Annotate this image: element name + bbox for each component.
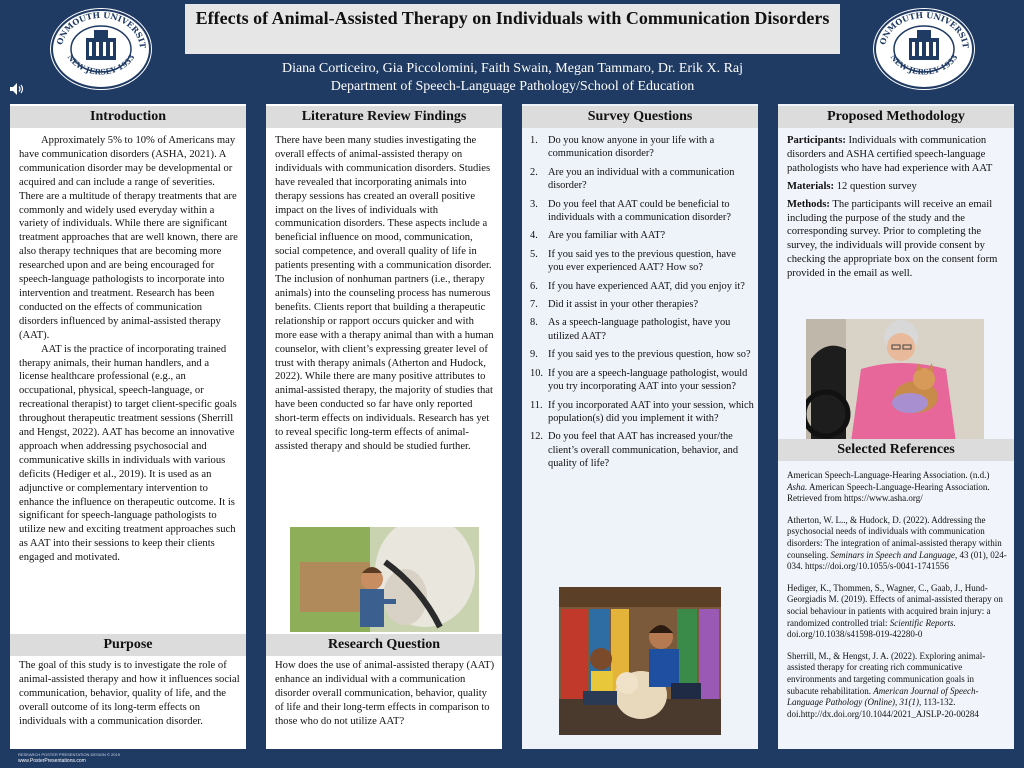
question-text: Do you feel that AAT could be beneficial to individuals with a communication disorder?	[548, 198, 731, 224]
question-text: If you incorporated AAT into your session, which population(s) did you implement it with?	[548, 399, 754, 424]
survey-heading: Survey Questions	[522, 106, 758, 128]
reference-text: 43 (01), 024-034. https://doi.org/10.1055/s-0041-1741556	[787, 549, 1007, 572]
question-number: 11.	[530, 399, 543, 411]
reference-italic: American Journal of Speech-Language Pathology (Online), 31(1),	[787, 685, 979, 708]
survey-question-list	[530, 134, 754, 476]
introduction-body	[19, 134, 241, 565]
materials-paragraph	[787, 180, 1007, 194]
question-text: Are you an individual with a communication disorder?	[548, 166, 735, 192]
reference-italic: Asha.	[787, 481, 808, 492]
question-text: As a speech-language pathologist, have you utilized AAT?	[548, 317, 731, 342]
author-block	[185, 60, 840, 96]
methodology-heading: Proposed Methodology	[778, 106, 1014, 128]
reference-item	[787, 651, 1007, 721]
survey-question	[530, 298, 754, 311]
survey-question	[530, 198, 754, 225]
reference-item	[787, 583, 1007, 641]
materials-label: Materials:	[787, 180, 835, 192]
purpose-body: The goal of this study is to investigate the role of animal-assisted therapy and how it influences social communication, behavior, quality of life, and the overall outcome of its long-term effects on individuals with a communication disorder.	[19, 660, 240, 727]
question-text: Did it assist in your other therapies?	[548, 299, 699, 311]
footer-note: RESEARCH POSTER PRESENTATION DESIGN © 2019	[18, 752, 120, 757]
reference-item	[787, 470, 1007, 505]
question-number: 7.	[530, 299, 538, 311]
survey-question	[530, 348, 754, 361]
university-seal-left	[50, 8, 152, 90]
poster-title: Effects of Animal-Assisted Therapy on Individuals with Communication Disorders	[195, 8, 830, 28]
question-number: 10.	[530, 367, 543, 379]
seal-bottom-text: NEW JERSEY 1933	[65, 52, 137, 77]
methods-text: The participants will receive an email including the purpose of the study and the corresponding survey. Prior to completing the survey, the individuals will provide consent by checking the appropriate box on the consent form provided in the email as well.	[787, 198, 998, 280]
methodology-body	[787, 134, 1007, 281]
survey-question	[530, 316, 754, 343]
seal-bottom-text: NEW JERSEY 1933	[888, 52, 960, 77]
reference-italic: Scientific Reports.	[889, 617, 956, 628]
seal-top-text: ONMOUTH UNIVERSIT	[54, 9, 149, 49]
survey-question	[530, 399, 754, 426]
question-number: 8.	[530, 317, 538, 329]
authors-line: Diana Corticeiro, Gia Piccolomini, Faith Swain, Megan Tammaro, Dr. Erik X. Raj	[281, 61, 744, 76]
speaker-icon[interactable]	[9, 82, 25, 99]
literature-heading: Literature Review Findings	[266, 106, 502, 128]
materials-text: 12 question survey	[834, 180, 917, 192]
reference-italic: Seminars in Speech and Language,	[830, 549, 958, 560]
question-text: Are you familiar with AAT?	[548, 230, 666, 242]
question-number: 12.	[530, 431, 543, 443]
survey-question	[530, 367, 754, 394]
question-text: If you said yes to the previous question, have you ever experienced AAT? How so?	[548, 248, 736, 274]
reference-item	[787, 515, 1007, 573]
university-seal-right	[873, 8, 975, 90]
purpose-heading: Purpose	[10, 634, 246, 656]
methods-paragraph	[787, 198, 1007, 281]
seal-top-text: ONMOUTH UNIVERSIT	[877, 9, 972, 49]
question-number: 6.	[530, 280, 538, 292]
research-question-heading: Research Question	[266, 634, 502, 656]
survey-question	[530, 430, 754, 470]
column-literature	[266, 104, 502, 749]
research-question-body: How does the use of animal-assisted therapy (AAT) enhance an individual with a communication disorder overall communication, behavior, quality of life and their long-term effects in comparison to those who do not utilize AAT?	[275, 660, 495, 727]
column-introduction	[10, 104, 246, 749]
child-reading-with-dog-photo	[559, 587, 721, 735]
survey-question	[530, 248, 754, 275]
question-text: If you have experienced AAT, did you enjoy it?	[548, 280, 745, 292]
survey-question	[530, 166, 754, 193]
question-number: 3.	[530, 198, 538, 210]
methods-label: Methods:	[787, 198, 830, 210]
question-number: 9.	[530, 349, 538, 361]
reference-text: American Speech-Language-Hearing Association. Retrieved from https://www.asha.org/	[787, 481, 990, 504]
introduction-paragraph: Approximately 5% to 10% of Americans may have communication disorders (ASHA, 2021). A communication disorder may be developmental or acquired and can include a range of severities. There are a multitude of therapy treatments that are commonly and widely used everyday within a variety of individuals. While there are significant treatment approaches that are well known, there are also therapy techniques that are becoming more researched upon and are being encouraged for speech-language pathologists to incorporate into intervention and treatment. Research has been conducted on the effects of communication disorders influenced by animal-assisted therapy (AAT).	[19, 135, 238, 341]
column-methodology	[778, 104, 1014, 749]
survey-question	[530, 229, 754, 242]
woman-with-cat-photo	[806, 319, 984, 442]
footer-link[interactable]: www.PosterPresentations.com	[18, 758, 86, 764]
introduction-paragraph: AAT is the practice of incorporating trained therapy animals, their human handlers, and a license healthcare professional (e.g., an occupational, physical, speech-language, or recreational therapist) to target client-specific goals throughout therapeutic treatment sessions (Sherrill and Hengst, 2022). AAT has become an innovative approach when addressing psychosocial and communicative skills in individuals with various deficits (Hediger et al., 2019). It is used as an adjunctive or complementary intervention to enhance the influence on therapeutic outcome. It is significant for speech-language pathologists to utilize new and exciting treatment approaches such as AAT into their sessions to keep their clients engaged and motivated.	[19, 343, 237, 564]
reference-text: Hediger, K., Thommen, S., Wagner, C., Gaab, J., Hund-Georgiadis M. (2019). Effects of animal-assisted therapy on social behaviour in patients with acquired brain injury: a randomized controlled trial:	[787, 582, 1003, 628]
references-list	[787, 470, 1007, 730]
question-text: If you are a speech-language pathologist, would you try incorporating AAT into your session?	[548, 367, 748, 393]
participants-text: Individuals with communication disorders and ASHA certified speech-language pathologists who have had experience with AAT	[787, 135, 993, 174]
department-line: Department of Speech-Language Pathology/School of Education	[330, 79, 695, 94]
poster-title-box	[185, 4, 840, 54]
question-text: If you said yes to the previous question, how so?	[548, 349, 751, 361]
participants-label: Participants:	[787, 135, 846, 146]
reference-text: doi.org/10.1038/s41598-019-42280-0	[787, 629, 923, 640]
survey-question	[530, 134, 754, 161]
question-text: Do you know anyone in your life with a communication disorder?	[548, 135, 715, 160]
reference-text: Sherrill, M., & Hengst, J. A. (2022). Exploring animal-assisted therapy for creating rich communicative environments and targeting communication goals in subacute rehabilitation.	[787, 650, 986, 696]
question-number: 5.	[530, 248, 538, 260]
reference-text: 113-132. doi.http://dx.doi.org/10.1044/2021_AJSLP-20-00284	[787, 697, 979, 719]
survey-question	[530, 280, 754, 293]
participants-paragraph	[787, 134, 1007, 176]
question-text: Do you feel that AAT has increased your/the client’s overall communication, behavior, and quality of life?	[548, 431, 739, 470]
question-number: 1.	[530, 135, 538, 146]
reference-text: Atherton, W. L.., & Hudock, D. (2022). Addressing the psychosocial needs of individuals with communication disorders: The integration of animal-assisted therapy within counseling.	[787, 514, 1002, 560]
reference-text: American Speech-Language-Hearing Association. (n.d.)	[787, 470, 990, 480]
literature-body: There have been many studies investigating the overall effects of animal-assisted therapy on individuals with communication disorders. Studies have revealed that incorporating animals into therapy sessions has created an overall positive impact on the lives of individuals with communication disorders. These aspects include a beneficial influence on mood, communication, social competence, and overall quality of life in patients presenting with a communication disorder. The inclusion of nonhuman partners (i.e., therapy animals) into the counseling process has numerous benefits. Clients report that building a therapeutic relationship or rapport occurs quicker and with more ease with a therapy animal than with a human counselor, with client’s expressing greater level of trust with therapy animals (Atherton and Hudock, 2022). While there are many positive attributes to animal-assisted therapy, the majority of studies that have been conducted so far have only reported short-term effects on individuals. Research has yet to reveal specific long-term effects of animal-assisted therapy and should be studied further.	[275, 135, 494, 452]
introduction-heading: Introduction	[10, 106, 246, 128]
question-number: 2.	[530, 166, 538, 178]
child-with-horse-photo	[290, 527, 479, 632]
column-survey	[522, 104, 758, 749]
question-number: 4.	[530, 230, 538, 242]
references-heading: Selected References	[778, 439, 1014, 461]
